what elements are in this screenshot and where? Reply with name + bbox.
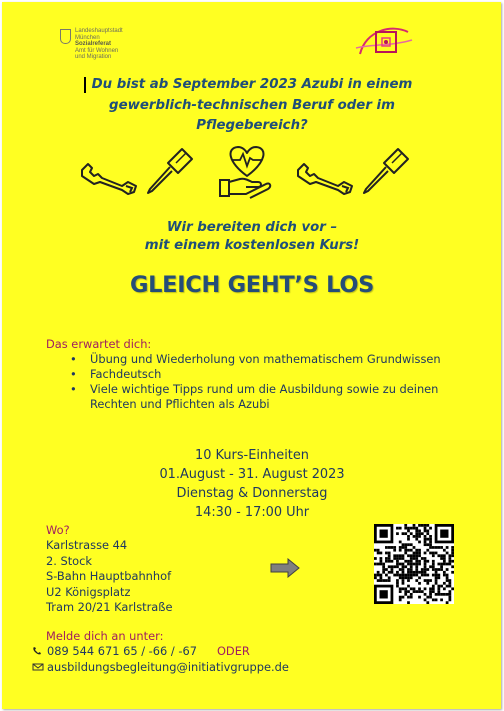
expect-title: Das erwartet dich: bbox=[46, 337, 152, 351]
subheadline-line: Wir bereiten dich vor – bbox=[166, 220, 338, 235]
wrench-icon bbox=[78, 162, 140, 196]
address-line: Tram 20/21 Karlstraße bbox=[46, 600, 173, 614]
address-line: 2. Stock bbox=[46, 553, 93, 568]
subheadline-line: mit einem kostenlosen Kurs! bbox=[144, 238, 360, 253]
contact-info bbox=[32, 643, 289, 675]
logo-line: Landeshauptstadt bbox=[75, 28, 123, 34]
qr-code[interactable] bbox=[374, 524, 454, 604]
contact-title: Melde dich an unter: bbox=[46, 629, 164, 643]
list-item: • Fachdeutsch bbox=[64, 367, 444, 382]
city-logo bbox=[60, 28, 123, 61]
address-line: Karlstrasse 44 bbox=[46, 538, 128, 552]
headline-line: gewerblich-technischen Beruf oder im bbox=[109, 97, 395, 113]
course-units: 10 Kurs-Einheiten bbox=[195, 448, 309, 463]
mail-icon bbox=[32, 662, 44, 672]
location-address bbox=[46, 538, 172, 616]
list-item: • Viele wichtige Tipps rund um die Ausbildung sowie zu deinen Rechten und Pflichten als Azubi bbox=[64, 382, 444, 412]
headline-line: Pflegebereich? bbox=[196, 118, 308, 133]
phone-number[interactable]: 089 544 671 65 / -66 / -67 bbox=[47, 644, 197, 658]
logo-line: Amt für Wohnen bbox=[75, 47, 119, 54]
organization-logo-icon bbox=[352, 20, 414, 64]
wrench-icon bbox=[294, 162, 356, 196]
screwdriver-icon bbox=[358, 145, 413, 197]
big-title: GLEICH GEHT’S LOS bbox=[129, 272, 375, 298]
subheadline bbox=[62, 219, 442, 255]
logo-line: und Migration bbox=[75, 54, 112, 60]
headline-line: Du bist ab September 2023 Azubi in einem bbox=[91, 77, 413, 92]
or-label: ODER bbox=[216, 644, 250, 658]
email-link[interactable]: ausbildungsbegleitung@initiativgruppe.de bbox=[47, 660, 289, 674]
course-days: Dienstag & Donnerstag bbox=[176, 486, 328, 501]
phone-icon bbox=[32, 646, 44, 656]
list-item: • Übung und Wiederholung von mathematischem Grundwissen bbox=[64, 352, 444, 367]
crest-icon bbox=[60, 29, 71, 44]
flyer-page bbox=[2, 2, 501, 709]
logo-line: München bbox=[75, 34, 100, 41]
care-heart-hand-icon bbox=[216, 142, 278, 199]
location-title: Wo? bbox=[46, 523, 70, 537]
headline bbox=[42, 75, 462, 137]
arrow-right-icon bbox=[270, 558, 300, 578]
expect-list bbox=[64, 352, 444, 412]
address-line: S-Bahn Hauptbahnhof bbox=[46, 569, 172, 583]
course-dates: 01.August - 31. August 2023 bbox=[159, 467, 345, 482]
address-line: U2 Königsplatz bbox=[46, 584, 131, 599]
course-time: 14:30 - 17:00 Uhr bbox=[194, 505, 310, 520]
course-info bbox=[112, 446, 392, 522]
screwdriver-icon bbox=[142, 145, 197, 197]
logo-line: Sozialreferat bbox=[75, 41, 112, 47]
